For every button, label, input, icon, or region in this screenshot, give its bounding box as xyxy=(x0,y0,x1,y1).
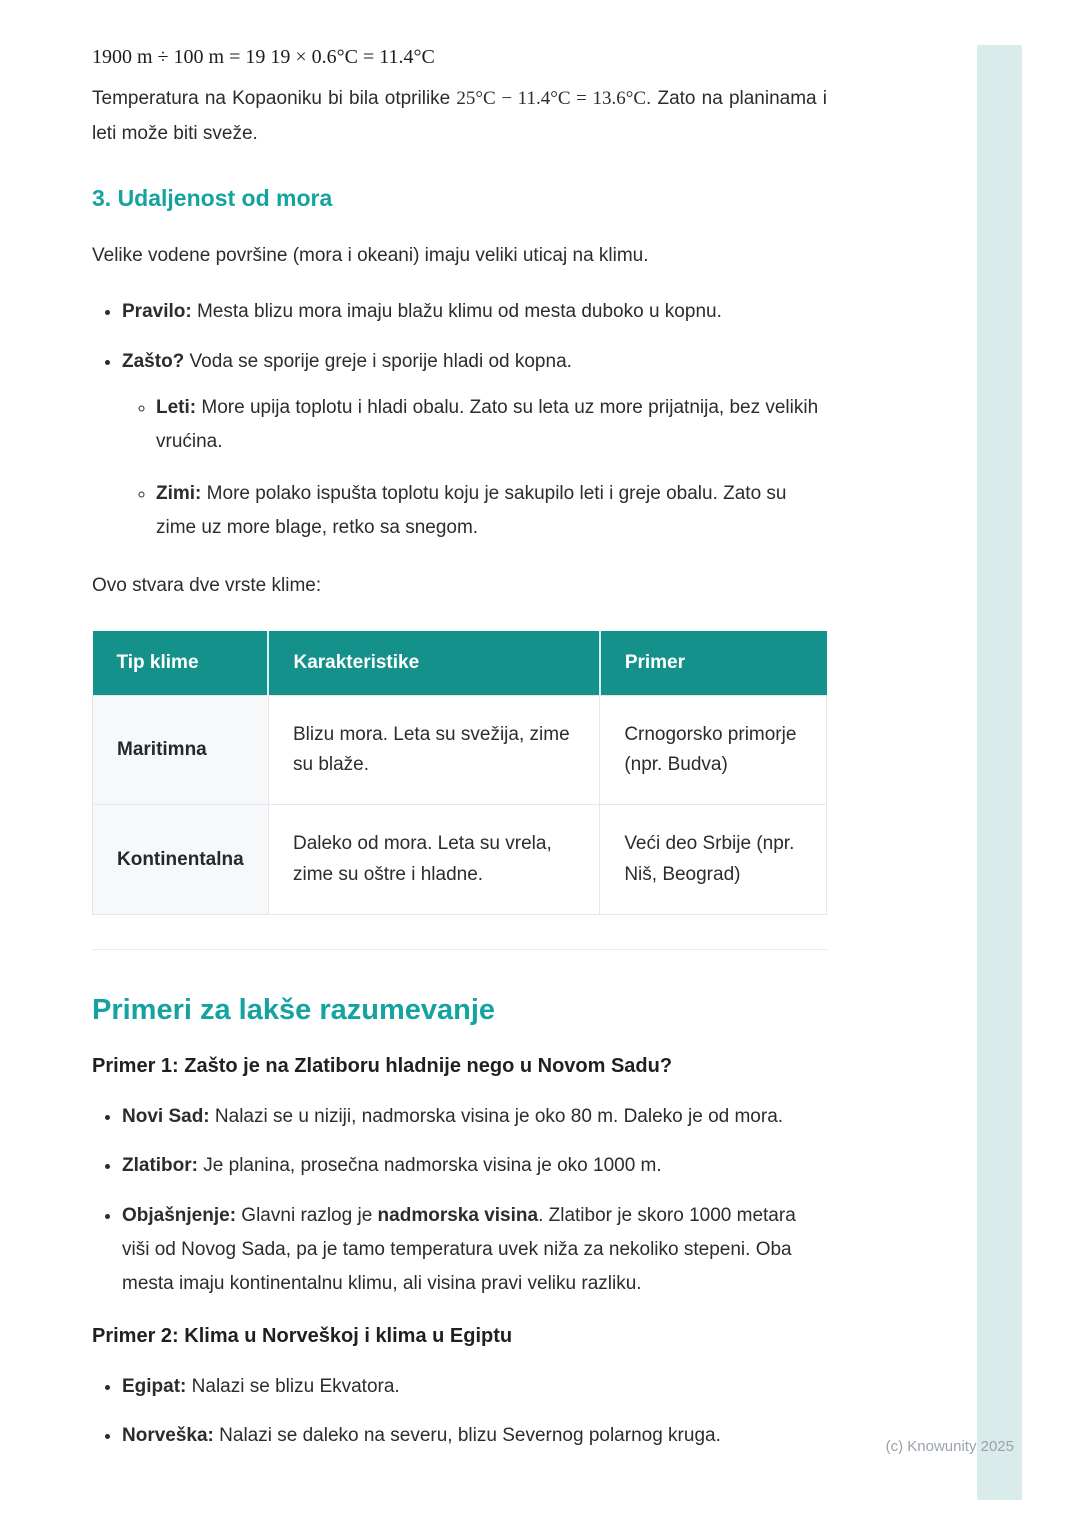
list-item-pravilo: • Pravilo: Mesta blizu mora imaju blažu klimu od mesta duboko u kopnu. xyxy=(122,295,827,329)
table-row-header-kontinentalna: Kontinentalna xyxy=(93,805,269,915)
table-cell: Crnogorsko primorje (npr. Budva) xyxy=(600,695,827,805)
list-item-novi-sad: • Novi Sad: Nalazi se u niziji, nadmorska visina je oko 80 m. Daleko je od mora. xyxy=(122,1100,827,1134)
table-header-cell-tip-klime: Tip klime xyxy=(93,631,269,696)
section-heading-udaljenost-od-mora: 3. Udaljenost od mora xyxy=(92,185,333,212)
list-item-norveska: • Norveška: Nalazi se daleko na severu, blizu Severnog polarnog kruga. xyxy=(122,1419,827,1453)
list-item-zlatibor: • Zlatibor: Je planina, prosečna nadmorska visina je oko 1000 m. xyxy=(122,1149,827,1183)
sub-bullet-list xyxy=(122,391,827,546)
rules-bullet-list xyxy=(92,295,827,545)
example-1-heading: Primer 1: Zašto je na Zlatiboru hladnije nego u Novom Sadu? xyxy=(92,1055,673,1078)
list-item-leti: ◦ Leti: More upija toplotu i hladi obalu. Zato su leta uz more prijatnija, bez velikih vrućina. xyxy=(156,391,827,459)
example-2-heading: Primer 2: Klima u Norveškoj i klima u Egiptu xyxy=(92,1325,513,1348)
table-header-cell-karakteristike: Karakteristike xyxy=(268,631,599,696)
intro-paragraph: Temperatura na Kopaoniku bi bila otprilike 25°C − 11.4°C = 13.6°C. Zato na planinama i leti može biti sveže. xyxy=(92,88,827,145)
table-row-header-maritimna: Maritimna xyxy=(93,695,269,805)
table-header-cell-primer: Primer xyxy=(600,631,827,696)
list-item-objasnjenje: • Objašnjenje: Glavni razlog je nadmorska visina. Zlatibor je skoro 1000 metara viši od Novog Sada, pa je tamo temperatura uvek niža za nekoliko stepeni. Oba mesta imaju kontinentalnu klimu, ali visina pravi veliku razliku. xyxy=(122,1199,827,1302)
table-cell: Veći deo Srbije (npr. Niš, Beograd) xyxy=(600,805,827,915)
examples-heading: Primeri za lakše razumevanje xyxy=(92,994,496,1027)
list-item-zasto-text: Zašto? Voda se sporije greje i sporije hladi od kopna. xyxy=(122,350,572,372)
document-content xyxy=(92,46,827,1476)
scrollbar-track[interactable] xyxy=(977,45,1022,1500)
list-item-egipat: • Egipat: Nalazi se blizu Ekvatora. xyxy=(122,1370,827,1404)
section-divider xyxy=(92,949,827,950)
formula-line: 1900 m ÷ 100 m = 19 19 × 0.6°C = 11.4°C xyxy=(92,46,435,68)
table-header-row xyxy=(93,631,827,696)
table-lead-text: Ovo stvara dve vrste klime: xyxy=(92,574,322,596)
table-cell: Blizu mora. Leta su svežija, zime su blaže. xyxy=(268,695,599,805)
table-row xyxy=(93,695,827,805)
example-1-bullet-list xyxy=(92,1100,827,1301)
table-cell: Daleko od mora. Leta su vrela, zime su oštre i hladne. xyxy=(268,805,599,915)
section-intro-text: Velike vodene površine (mora i okeani) imaju veliki uticaj na klimu. xyxy=(92,245,649,267)
list-item-zimi: ◦ Zimi: More polako ispušta toplotu koju je sakupilo leti i greje obalu. Zato su zime uz more blage, retko sa snegom. xyxy=(156,477,827,545)
list-item-zasto xyxy=(122,345,827,546)
climate-types-table xyxy=(92,631,827,916)
copyright-watermark: (c) Knowunity 2025 xyxy=(885,1438,1014,1455)
table-row xyxy=(93,805,827,915)
example-2-bullet-list xyxy=(92,1370,827,1453)
